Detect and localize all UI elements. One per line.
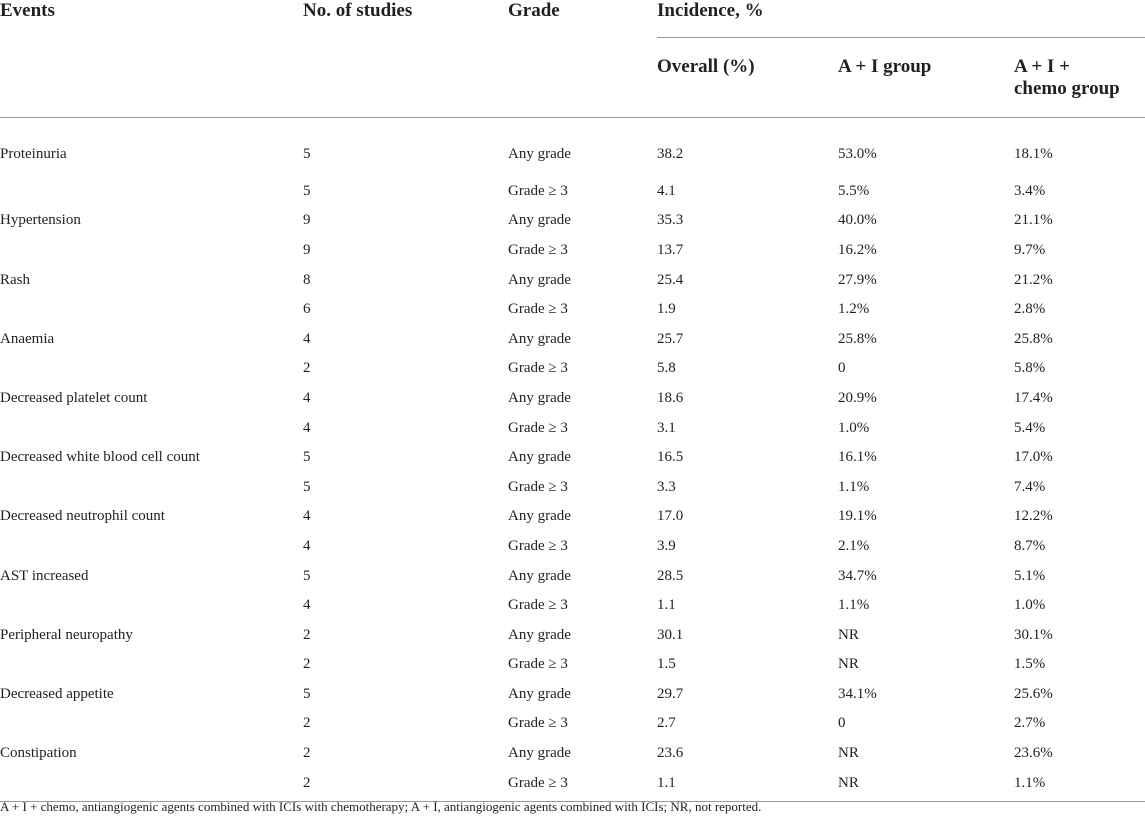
grade-cell: Grade ≥ 3 xyxy=(508,182,568,199)
table-row xyxy=(0,413,1145,443)
grade-cell: Any grade xyxy=(508,330,571,347)
event-cell: Proteinuria xyxy=(0,146,67,162)
studies-cell: 9 xyxy=(303,212,311,229)
overall-cell: 25.7 xyxy=(657,330,684,347)
studies-cell: 2 xyxy=(303,715,311,732)
header-row-top xyxy=(0,0,1145,38)
overall-cell: 23.6 xyxy=(657,745,684,762)
header-row-sub xyxy=(0,38,1145,118)
grade-cell: Any grade xyxy=(508,389,571,406)
ai-group-cell: 1.2% xyxy=(838,301,870,318)
grade-cell: Any grade xyxy=(508,685,571,702)
table-row xyxy=(0,294,1145,324)
grade-cell: Grade ≥ 3 xyxy=(508,419,568,436)
table-row xyxy=(0,561,1145,591)
overall-cell: 30.1 xyxy=(657,626,684,643)
table-body xyxy=(0,118,1145,802)
table-row xyxy=(0,354,1145,384)
studies-cell: 4 xyxy=(303,508,311,525)
grade-cell: Any grade xyxy=(508,745,571,762)
aic-group-cell: 5.8% xyxy=(1014,360,1046,377)
overall-cell: 3.9 xyxy=(657,537,676,554)
table-footnote: A + I + chemo, antiangiogenic agents combined with ICIs with chemotherapy; A + I, antiangiogenic agents combined with ICIs; NR, not reported. xyxy=(0,799,762,814)
table-header xyxy=(0,0,1145,118)
aic-group-cell: 7.4% xyxy=(1014,478,1046,495)
event-cell: Hypertension xyxy=(0,212,81,229)
aic-group-cell: 12.2% xyxy=(1014,508,1053,525)
header-aic-line1: A + I + xyxy=(1014,56,1070,77)
grade-cell: Grade ≥ 3 xyxy=(508,537,568,554)
event-cell xyxy=(0,354,303,384)
studies-cell: 5 xyxy=(303,182,311,199)
header-aic-group xyxy=(1014,38,1145,118)
aic-group-cell: 25.6% xyxy=(1014,685,1053,702)
grade-cell: Grade ≥ 3 xyxy=(508,768,657,802)
studies-cell: 4 xyxy=(303,419,311,436)
overall-cell: 3.3 xyxy=(657,478,676,495)
table-row xyxy=(0,768,1145,802)
aic-group-cell: 25.8% xyxy=(1014,330,1053,347)
table-row xyxy=(0,650,1145,680)
ai-group-cell: NR xyxy=(838,626,859,643)
studies-cell: 4 xyxy=(303,330,311,347)
aic-group-cell: 3.4% xyxy=(1014,182,1046,199)
studies-cell: 5 xyxy=(303,478,311,495)
header-events: Events xyxy=(0,0,55,21)
event-cell: Decreased platelet count xyxy=(0,389,148,406)
aic-group-cell: 18.1% xyxy=(1014,146,1053,162)
ai-group-cell: 1.1% xyxy=(838,597,870,614)
aic-group-cell: 9.7% xyxy=(1014,241,1046,258)
overall-cell: 29.7 xyxy=(657,685,684,702)
studies-cell: 4 xyxy=(303,389,311,406)
overall-cell: 28.5 xyxy=(657,567,684,584)
table-row xyxy=(0,709,1145,739)
ai-group-cell: 0 xyxy=(838,715,846,732)
aic-group-cell: 2.7% xyxy=(1014,715,1046,732)
ai-group-cell: 1.1% xyxy=(838,478,870,495)
overall-cell: 13.7 xyxy=(657,241,684,258)
event-cell xyxy=(0,590,303,620)
header-incidence: Incidence, % xyxy=(657,0,1145,38)
event-cell xyxy=(0,472,303,502)
grade-cell: Any grade xyxy=(508,146,571,162)
studies-cell: 9 xyxy=(303,241,311,258)
studies-cell: 8 xyxy=(303,271,311,288)
ai-group-cell: 2.1% xyxy=(838,537,870,554)
studies-cell: 2 xyxy=(303,745,311,762)
grade-cell: Any grade xyxy=(508,212,571,229)
event-cell: Anaemia xyxy=(0,330,55,347)
overall-cell: 1.5 xyxy=(657,656,676,673)
event-cell: Decreased appetite xyxy=(0,685,114,702)
event-cell: Constipation xyxy=(0,745,77,762)
studies-cell: 2 xyxy=(303,768,508,802)
ai-group-cell: 16.2% xyxy=(838,241,877,258)
ai-group-cell: NR xyxy=(838,745,859,762)
event-cell xyxy=(0,650,303,680)
ai-group-cell: 1.0% xyxy=(838,419,870,436)
event-cell xyxy=(0,235,303,265)
event-cell: Rash xyxy=(0,271,30,288)
aic-group-cell: 21.1% xyxy=(1014,212,1053,229)
ai-group-cell: NR xyxy=(838,656,859,673)
header-aic-line2: chemo group xyxy=(1014,78,1120,99)
table-row xyxy=(0,118,1145,177)
aic-group-cell: 23.6% xyxy=(1014,745,1053,762)
studies-cell: 5 xyxy=(303,567,311,584)
studies-cell: 2 xyxy=(303,656,311,673)
grade-cell: Grade ≥ 3 xyxy=(508,241,568,258)
table-row xyxy=(0,383,1145,413)
overall-cell: 1.1 xyxy=(657,597,676,614)
header-grade: Grade xyxy=(508,0,560,21)
grade-cell: Any grade xyxy=(508,626,571,643)
aic-group-cell: 1.5% xyxy=(1014,656,1046,673)
grade-cell: Grade ≥ 3 xyxy=(508,715,568,732)
table-row xyxy=(0,265,1145,295)
table-row xyxy=(0,531,1145,561)
event-cell xyxy=(0,413,303,443)
ai-group-cell: 25.8% xyxy=(838,330,877,347)
ai-group-cell: 34.7% xyxy=(838,567,877,584)
event-cell xyxy=(0,709,303,739)
ai-group-cell: 0 xyxy=(838,360,846,377)
overall-cell: 4.1 xyxy=(657,182,676,199)
table-row xyxy=(0,176,1145,206)
event-cell: Decreased neutrophil count xyxy=(0,508,165,525)
grade-cell: Any grade xyxy=(508,449,571,466)
ai-group-cell: 19.1% xyxy=(838,508,877,525)
overall-cell: 18.6 xyxy=(657,389,684,406)
overall-cell: 1.9 xyxy=(657,301,676,318)
aic-group-cell: 2.8% xyxy=(1014,301,1046,318)
table-row xyxy=(0,206,1145,236)
grade-cell: Any grade xyxy=(508,508,571,525)
table-row xyxy=(0,235,1145,265)
overall-cell: 1.1 xyxy=(657,768,838,802)
header-ai-group: A + I group xyxy=(838,38,1014,118)
event-cell xyxy=(0,294,303,324)
grade-cell: Grade ≥ 3 xyxy=(508,301,568,318)
overall-cell: 17.0 xyxy=(657,508,684,525)
header-blank-3 xyxy=(508,38,657,118)
table-row xyxy=(0,590,1145,620)
aic-group-cell: 1.0% xyxy=(1014,597,1046,614)
ai-group-cell: 20.9% xyxy=(838,389,877,406)
overall-cell: 2.7 xyxy=(657,715,676,732)
ai-group-cell: 34.1% xyxy=(838,685,877,702)
ai-group-cell: NR xyxy=(838,768,1014,802)
studies-cell: 4 xyxy=(303,537,311,554)
aic-group-cell: 17.0% xyxy=(1014,449,1053,466)
studies-cell: 5 xyxy=(303,685,311,702)
studies-cell: 5 xyxy=(303,146,311,162)
ai-group-cell: 40.0% xyxy=(838,212,877,229)
grade-cell: Grade ≥ 3 xyxy=(508,360,568,377)
overall-cell: 35.3 xyxy=(657,212,684,229)
ai-group-cell: 53.0% xyxy=(838,146,877,162)
table-row xyxy=(0,620,1145,650)
aic-group-cell: 21.2% xyxy=(1014,271,1053,288)
header-studies: No. of studies xyxy=(303,0,413,21)
table-row xyxy=(0,442,1145,472)
event-cell xyxy=(0,176,303,206)
table-row xyxy=(0,324,1145,354)
aic-group-cell: 5.4% xyxy=(1014,419,1046,436)
aic-group-cell: 5.1% xyxy=(1014,567,1046,584)
studies-cell: 2 xyxy=(303,626,311,643)
grade-cell: Any grade xyxy=(508,567,571,584)
grade-cell: Any grade xyxy=(508,271,571,288)
header-blank-2 xyxy=(303,38,508,118)
overall-cell: 16.5 xyxy=(657,449,684,466)
event-cell: Peripheral neuropathy xyxy=(0,626,133,643)
ai-group-cell: 16.1% xyxy=(838,449,877,466)
studies-cell: 4 xyxy=(303,597,311,614)
table-row xyxy=(0,502,1145,532)
table-row xyxy=(0,738,1145,768)
overall-cell: 38.2 xyxy=(657,146,684,162)
ai-group-cell: 27.9% xyxy=(838,271,877,288)
grade-cell: Grade ≥ 3 xyxy=(508,478,568,495)
ai-group-cell: 5.5% xyxy=(838,182,870,199)
table-row xyxy=(0,679,1145,709)
aic-group-cell: 30.1% xyxy=(1014,626,1053,643)
event-cell xyxy=(0,531,303,561)
aic-group-cell: 8.7% xyxy=(1014,537,1046,554)
event-cell xyxy=(0,768,303,802)
studies-cell: 2 xyxy=(303,360,311,377)
grade-cell: Grade ≥ 3 xyxy=(508,656,568,673)
table-row xyxy=(0,472,1145,502)
event-cell: Decreased white blood cell count xyxy=(0,449,200,466)
header-blank-1 xyxy=(0,38,303,118)
studies-cell: 5 xyxy=(303,449,311,466)
overall-cell: 5.8 xyxy=(657,360,676,377)
overall-cell: 3.1 xyxy=(657,419,676,436)
header-overall: Overall (%) xyxy=(657,38,838,118)
event-cell: AST increased xyxy=(0,567,89,584)
grade-cell: Grade ≥ 3 xyxy=(508,597,568,614)
overall-cell: 25.4 xyxy=(657,271,684,288)
aic-group-cell: 17.4% xyxy=(1014,389,1053,406)
aic-group-cell: 1.1% xyxy=(1014,768,1145,802)
studies-cell: 6 xyxy=(303,301,311,318)
